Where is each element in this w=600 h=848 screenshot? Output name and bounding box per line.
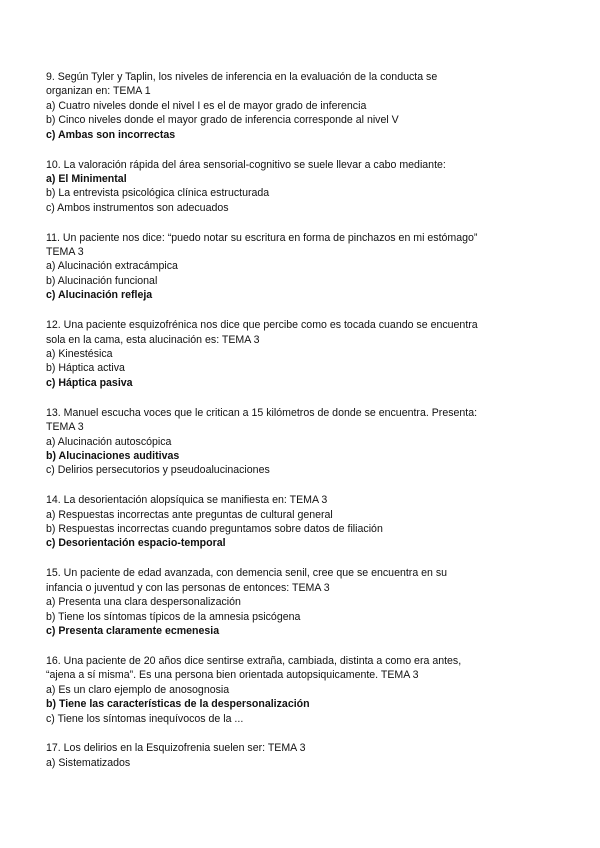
question-text: 16. Una paciente de 20 años dice sentirse extraña, cambiada, distinta a como era antes, bbox=[46, 654, 462, 667]
answer-option-correct: c) Háptica pasiva bbox=[46, 376, 133, 389]
answer-option-correct: b) Alucinaciones auditivas bbox=[46, 449, 180, 462]
answer-option: c) Delirios persecutorios y pseudoalucinaciones bbox=[46, 464, 270, 477]
question-text: organizan en: TEMA 1 bbox=[46, 85, 151, 98]
answer-option: b) Alucinación funcional bbox=[46, 274, 158, 287]
answer-option: c) Tiene los síntomas inequívocos de la ... bbox=[46, 712, 244, 725]
question-block bbox=[46, 406, 566, 478]
answer-option-correct: c) Presenta claramente ecmenesia bbox=[46, 625, 220, 637]
answer-option-correct: b) Tiene las características de la despersonalización bbox=[46, 698, 310, 711]
answer-option: a) Es un claro ejemplo de anosognosia bbox=[46, 683, 230, 696]
answer-option-correct: c) Ambas son incorrectas bbox=[46, 128, 176, 141]
answer-option-correct: c) Desorientación espacio-temporal bbox=[46, 537, 226, 550]
question-block bbox=[46, 741, 566, 770]
question-text: 9. Según Tyler y Taplin, los niveles de inferencia en la evaluación de la conducta se bbox=[46, 71, 438, 83]
question-block bbox=[46, 318, 566, 390]
answer-option: c) Ambos instrumentos son adecuados bbox=[46, 201, 229, 214]
answer-option: b) Háptica activa bbox=[46, 362, 125, 375]
question-text: sola en la cama, esta alucinación es: TEMA 3 bbox=[46, 333, 260, 346]
answer-option: a) Kinestésica bbox=[46, 348, 113, 360]
question-text: infancia o juventud y con las personas de entonces: TEMA 3 bbox=[46, 581, 330, 594]
question-text: 10. La valoración rápida del área sensorial-cognitivo se suele llevar a cabo mediante: bbox=[46, 158, 446, 171]
question-text: 12. Una paciente esquizofrénica nos dice que percibe como es tocada cuando se encuentra bbox=[46, 319, 478, 332]
question-text: TEMA 3 bbox=[46, 421, 84, 434]
question-text: TEMA 3 bbox=[46, 246, 84, 259]
answer-option: a) Presenta una clara despersonalización bbox=[46, 596, 241, 609]
answer-option: a) Cuatro niveles donde el nivel I es el de mayor grado de inferencia bbox=[46, 99, 367, 112]
answer-option-correct: c) Alucinación refleja bbox=[46, 289, 153, 302]
question-block bbox=[46, 566, 566, 638]
answer-option-correct: a) El Minimental bbox=[46, 172, 127, 185]
question-text: 13. Manuel escucha voces que le critican a 15 kilómetros de donde se encuentra. Presenta: bbox=[46, 406, 478, 419]
answer-option: b) Cinco niveles donde el mayor grado de inferencia corresponde al nivel V bbox=[46, 114, 399, 127]
question-block bbox=[46, 231, 566, 303]
answer-option: b) Tiene los síntomas típicos de la amnesia psicógena bbox=[46, 610, 301, 623]
question-block bbox=[46, 654, 566, 726]
question-text: 15. Un paciente de edad avanzada, con demencia senil, cree que se encuentra en su bbox=[46, 567, 448, 580]
question-list bbox=[46, 70, 566, 786]
answer-option: a) Alucinación autoscópica bbox=[46, 435, 172, 448]
answer-option: b) La entrevista psicológica clínica estructurada bbox=[46, 187, 270, 200]
question-text: “ajena a sí misma”. Es una persona bien orientada autopsiquicamente. TEMA 3 bbox=[46, 669, 419, 682]
question-text: 17. Los delirios en la Esquizofrenia suelen ser: TEMA 3 bbox=[46, 742, 306, 755]
answer-option: a) Respuestas incorrectas ante preguntas de cultural general bbox=[46, 508, 333, 521]
question-text: 11. Un paciente nos dice: “puedo notar su escritura en forma de pinchazos en mi estómago” bbox=[46, 231, 478, 244]
answer-option: a) Alucinación extracámpica bbox=[46, 260, 178, 273]
question-block bbox=[46, 70, 566, 142]
question-text: 14. La desorientación alopsíquica se manifiesta en: TEMA 3 bbox=[46, 494, 328, 507]
question-block bbox=[46, 158, 566, 216]
answer-option: a) Sistematizados bbox=[46, 756, 131, 769]
question-block bbox=[46, 493, 566, 551]
answer-option: b) Respuestas incorrectas cuando preguntamos sobre datos de filiación bbox=[46, 523, 383, 536]
